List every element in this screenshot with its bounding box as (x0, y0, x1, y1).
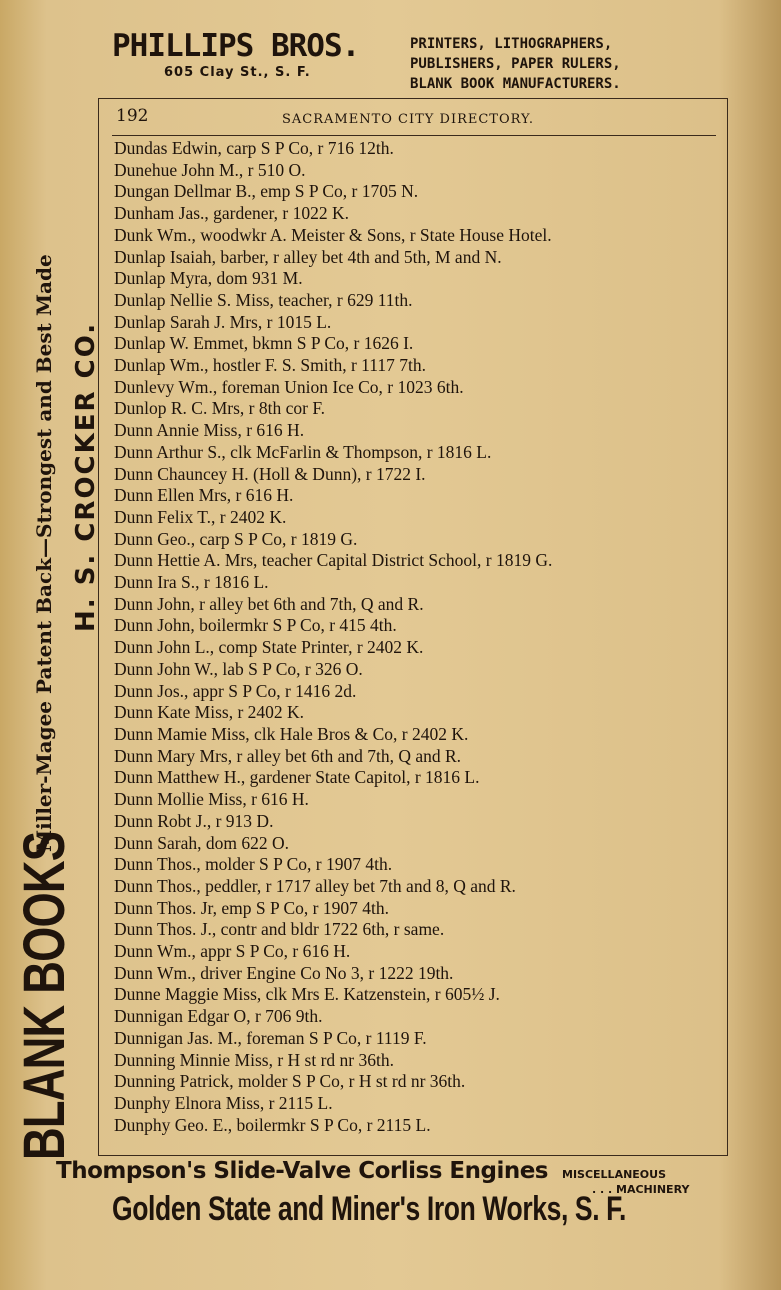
header-ad-services (410, 34, 728, 94)
running-title: SACRAMENTO CITY DIRECTORY. (282, 112, 535, 127)
footer-ad-misc-line: . . . MACHINERY (592, 1183, 690, 1196)
directory-entry: Dunn Ellen Mrs, r 616 H. (114, 485, 294, 506)
directory-entry: Dunn Mary Mrs, r alley bet 6th and 7th, Q and R. (114, 745, 462, 766)
directory-entry: Dunn Wm., driver Engine Co No 3, r 1222 19th. (114, 962, 454, 983)
side-ad-inner (66, 32, 106, 632)
directory-entry: Dundas Edwin, carp S P Co, r 716 12th. (114, 138, 394, 158)
directory-entry: Dunn Mollie Miss, r 616 H. (114, 789, 309, 810)
directory-entry: Dunn Thos., peddler, r 1717 alley bet 7th and 8, Q and R. (114, 875, 516, 896)
directory-entry: Dunlap Myra, dom 931 M. (114, 268, 303, 289)
side-ad-blank-books: BLANK BOOKS (11, 831, 77, 1160)
directory-entries (114, 138, 719, 1136)
header-ad-address: 605 Clay St., S. F. (164, 65, 311, 80)
directory-entry: Dunnigan Jas. M., foreman S P Co, r 1119 F. (114, 1027, 427, 1048)
directory-entry: Dunning Patrick, molder S P Co, r H st rd nr 36th. (114, 1071, 466, 1092)
directory-entry: Dunlap Wm., hostler F. S. Smith, r 1117 7th. (114, 355, 426, 376)
directory-entry: Dunn Arthur S., clk McFarlin & Thompson, r 1816 L. (114, 441, 492, 462)
directory-entry: Dunn Mamie Miss, clk Hale Bros & Co, r 2402 K. (114, 723, 469, 744)
directory-entry: Dunn Felix T., r 2402 K. (114, 506, 287, 527)
footer-ad-misc-line: MISCELLANEOUS (562, 1168, 667, 1181)
header-ad-service-line: PUBLISHERS, PAPER RULERS, (410, 56, 621, 72)
directory-entry: Dunnigan Edgar O, r 706 9th. (114, 1006, 323, 1027)
directory-entry: Dunlap Sarah J. Mrs, r 1015 L. (114, 311, 332, 332)
header-ad-brand-block (112, 28, 397, 82)
directory-entry: Dunn Chauncey H. (Holl & Dunn), r 1722 I. (114, 463, 426, 484)
directory-entry: Dunlap Nellie S. Miss, teacher, r 629 11th. (114, 289, 413, 310)
directory-entry: Dunlap W. Emmet, bkmn S P Co, r 1626 I. (114, 333, 414, 354)
directory-entry: Dunn John, boilermkr S P Co, r 415 4th. (114, 615, 397, 636)
directory-entry: Dunn John L., comp State Printer, r 2402 K. (114, 637, 424, 658)
directory-entry: Dungan Dellmar B., emp S P Co, r 1705 N. (114, 181, 419, 202)
directory-entry: Dunham Jas., gardener, r 1022 K. (114, 203, 350, 224)
directory-entry: Dunn John W., lab S P Co, r 326 O. (114, 658, 363, 679)
directory-entry: Dunphy Elnora Miss, r 2115 L. (114, 1092, 333, 1113)
footer-ad-engines: Thompson's Slide-Valve Corliss Engines (56, 1158, 548, 1184)
directory-entry: Dunning Minnie Miss, r H st rd nr 36th. (114, 1049, 394, 1070)
directory-entry: Dunn Thos. J., contr and bldr 1722 6th, r same. (114, 919, 445, 940)
directory-entry: Dunn Geo., carp S P Co, r 1819 G. (114, 528, 358, 549)
directory-entry: Dunn Thos., molder S P Co, r 1907 4th. (114, 854, 393, 875)
directory-entry: Dunlevy Wm., foreman Union Ice Co, r 1023 6th. (114, 376, 464, 397)
side-ad-patent-back: Miller-Magee Patent Back—Strongest and Best Made (32, 254, 56, 852)
directory-entry: Dunn Thos. Jr, emp S P Co, r 1907 4th. (114, 897, 389, 918)
directory-entry: Dunn Jos., appr S P Co, r 1416 2d. (114, 680, 357, 701)
directory-entry: Dunphy Geo. E., boilermkr S P Co, r 2115 L. (114, 1114, 431, 1135)
directory-entry: Dunlop R. C. Mrs, r 8th cor F. (114, 398, 326, 419)
header-ad-brand: PHILLIPS BROS. (112, 28, 360, 64)
directory-entry: Dunn Ira S., r 1816 L. (114, 572, 269, 593)
directory-entry: Dunlap Isaiah, barber, r alley bet 4th and 5th, M and N. (114, 246, 502, 267)
directory-entry: Dunn Hettie A. Mrs, teacher Capital District School, r 1819 G. (114, 550, 553, 571)
directory-entry: Dunn Robt J., r 913 D. (114, 810, 274, 831)
directory-entry: Dunne Maggie Miss, clk Mrs E. Katzenstein, r 605½ J. (114, 984, 500, 1005)
directory-entry: Dunk Wm., woodwkr A. Meister & Sons, r State House Hotel. (114, 224, 552, 245)
directory-entry: Dunn Annie Miss, r 616 H. (114, 420, 305, 441)
side-ad-outer (11, 60, 77, 1160)
page-number: 192 (116, 106, 149, 126)
footer-ad-iron-works: Golden State and Miner's Iron Works, S. F. (112, 1190, 627, 1228)
header-rule (112, 135, 716, 136)
directory-entry: Dunn Matthew H., gardener State Capitol, r 1816 L. (114, 767, 480, 788)
directory-entry: Dunn Wm., appr S P Co, r 616 H. (114, 941, 351, 962)
directory-entry: Dunn Kate Miss, r 2402 K. (114, 702, 305, 723)
side-ad-crocker: H. S. CROCKER CO. (71, 321, 101, 632)
header-ad-service-line: PRINTERS, LITHOGRAPHERS, (410, 36, 613, 52)
header-ad-service-line: BLANK BOOK MANUFACTURERS. (410, 76, 621, 92)
directory-entry: Dunn Sarah, dom 622 O. (114, 832, 289, 853)
directory-entry: Dunehue John M., r 510 O. (114, 159, 306, 180)
directory-entry: Dunn John, r alley bet 6th and 7th, Q and R. (114, 593, 424, 614)
